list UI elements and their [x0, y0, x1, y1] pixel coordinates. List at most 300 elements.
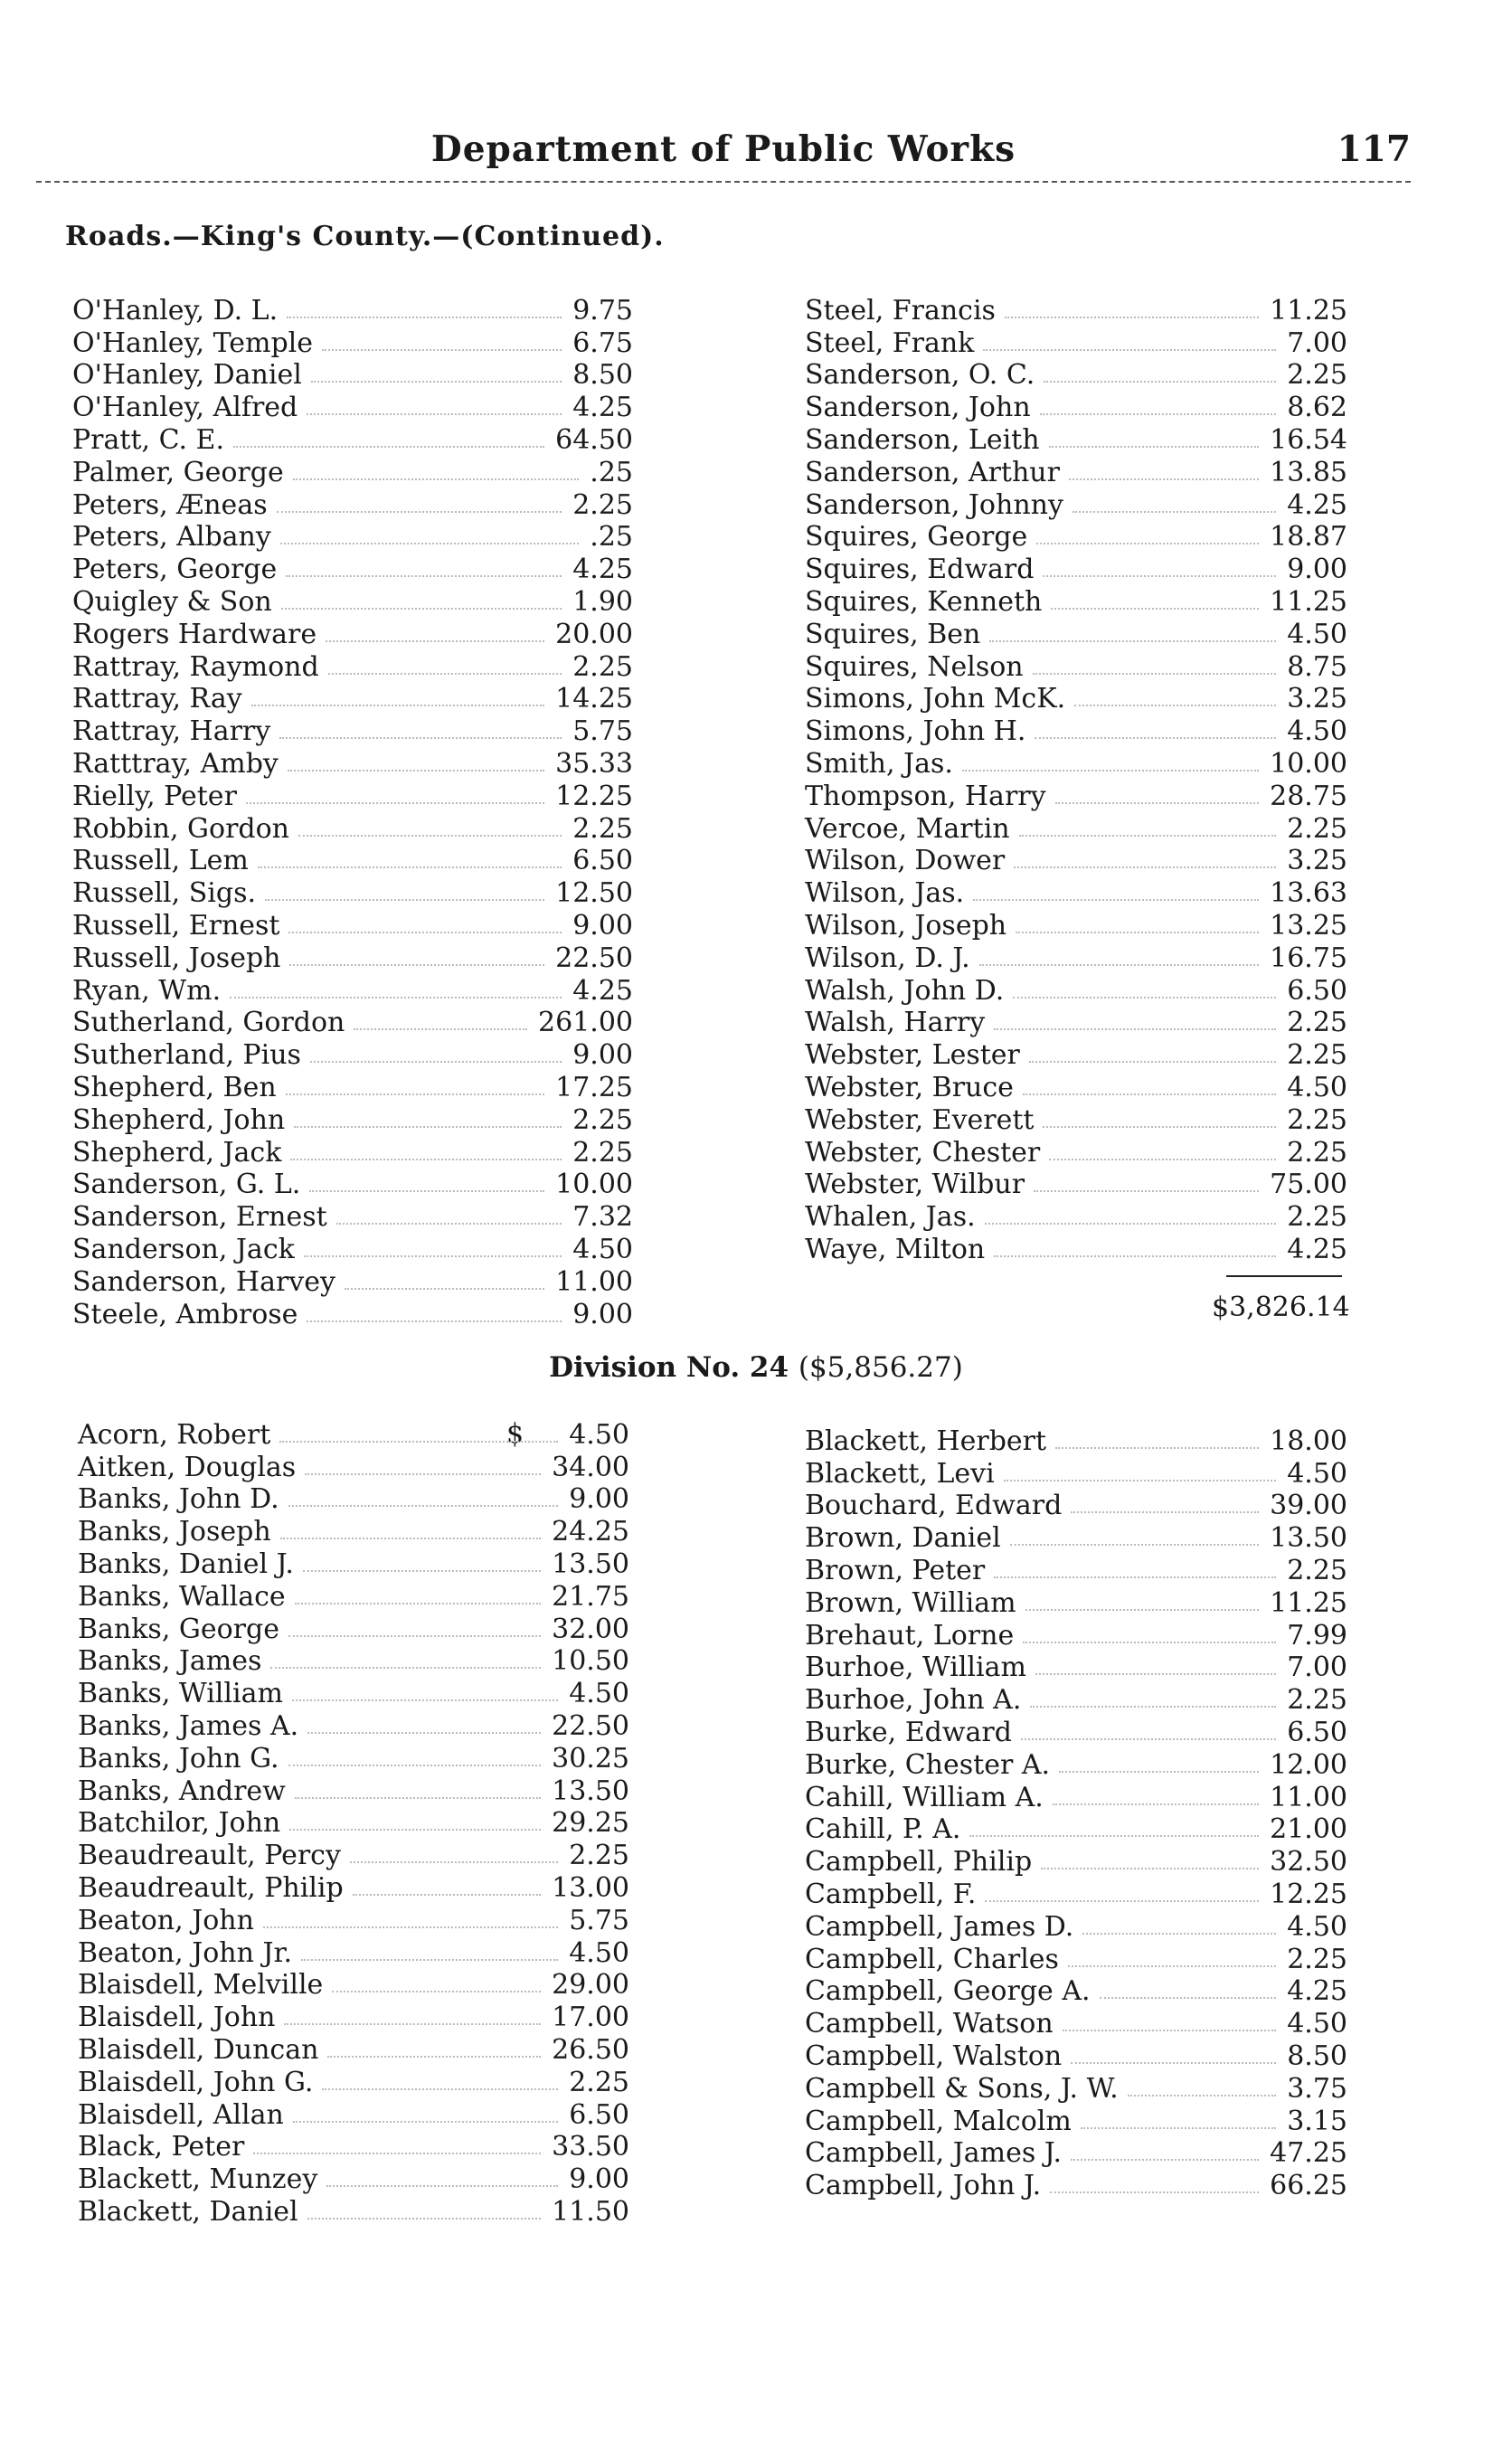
payment-amount: 4.25	[572, 974, 633, 1007]
payee-name: Blackett, Daniel	[78, 2195, 298, 2228]
dot-leader	[233, 446, 544, 448]
ledger-row	[78, 1742, 629, 1775]
payee-name: Squires, George	[805, 521, 1028, 554]
ledger-column-left-division	[78, 1418, 629, 2228]
payee-name: Beaudreault, Percy	[78, 1840, 341, 1872]
payment-amount: .25	[590, 456, 633, 488]
ledger-row	[805, 1071, 1347, 1103]
ledger-row	[78, 2066, 629, 2098]
payment-amount: 2.25	[1287, 1039, 1347, 1072]
dot-leader	[287, 317, 562, 318]
payee-name: Brown, William	[805, 1586, 1016, 1619]
dot-leader	[328, 673, 562, 675]
payment-amount: 2.25	[569, 2066, 629, 2098]
payment-amount: 2.25	[1287, 1103, 1347, 1136]
payment-amount: 3.75	[1287, 2072, 1347, 2105]
division-label: Division No. 24	[549, 1351, 789, 1384]
payee-name: Rattray, Ray	[72, 683, 242, 715]
ledger-row	[805, 327, 1347, 359]
dot-leader	[985, 1223, 1277, 1225]
dot-leader	[1036, 543, 1259, 544]
payee-name: Sanderson, Ernest	[72, 1201, 327, 1234]
ledger-row	[805, 521, 1347, 554]
payee-name: Campbell, Charles	[805, 1943, 1059, 1975]
payee-name: Russell, Ernest	[72, 909, 280, 942]
ledger-row	[78, 2098, 629, 2131]
payment-amount: 66.25	[1270, 2170, 1347, 2202]
payee-name: Rielly, Peter	[72, 780, 237, 812]
ledger-row	[805, 845, 1347, 877]
ledger-row	[805, 2040, 1347, 2072]
ledger-row	[72, 1136, 633, 1169]
payment-amount: 7.32	[572, 1201, 633, 1234]
payee-name: Banks, Andrew	[78, 1775, 286, 1807]
dot-leader	[1029, 1061, 1276, 1063]
payment-amount: 2.25	[1287, 1684, 1347, 1717]
payee-name: Burhoe, John A.	[805, 1684, 1022, 1717]
ledger-row	[78, 1548, 629, 1580]
payee-name: Campbell & Sons, J. W.	[805, 2072, 1119, 2105]
payment-amount: 261.00	[538, 1007, 633, 1039]
dot-leader	[1034, 1190, 1259, 1192]
ledger-row	[78, 1871, 629, 1904]
dot-leader	[327, 2056, 541, 2058]
payee-name: Webster, Bruce	[805, 1071, 1014, 1103]
payee-name: Sanderson, Johnny	[805, 488, 1063, 521]
ledger-row	[78, 2195, 629, 2228]
payment-amount: 4.50	[1287, 715, 1347, 748]
payee-name: Waye, Milton	[805, 1233, 986, 1265]
payment-amount: 13.63	[1270, 877, 1347, 910]
ledger-row	[78, 2001, 629, 2033]
payee-name: Ryan, Wm.	[72, 974, 222, 1007]
payee-name: Brown, Peter	[805, 1554, 986, 1586]
ledger-row	[72, 876, 633, 909]
payee-name: Sutherland, Pius	[72, 1039, 301, 1072]
payee-name: Pratt, C. E.	[72, 423, 224, 456]
dot-leader	[345, 1288, 544, 1290]
dot-leader	[969, 1835, 1259, 1837]
payment-amount: 2.25	[1287, 359, 1347, 392]
payment-amount: 13.85	[1270, 456, 1347, 488]
payee-name: Campbell, Philip	[805, 1846, 1033, 1879]
ledger-row	[72, 909, 633, 942]
payment-amount: 2.25	[572, 1103, 633, 1136]
ledger-row	[805, 683, 1347, 715]
ledger-row	[805, 876, 1347, 909]
ledger-row	[805, 1490, 1347, 1522]
payment-amount: 11.50	[552, 2195, 629, 2228]
payment-amount: 4.25	[1287, 488, 1347, 521]
payment-amount: 2.25	[1287, 1554, 1347, 1586]
dot-leader	[292, 1699, 558, 1701]
payment-amount: 2.25	[1287, 1007, 1347, 1039]
dot-leader	[1053, 1803, 1259, 1805]
payee-name: O'Hanley, Daniel	[72, 359, 302, 392]
payee-name: Campbell, F.	[805, 1878, 977, 1910]
payee-name: Aitken, Douglas	[78, 1451, 297, 1483]
payment-amount: 13.00	[552, 1871, 629, 1904]
payment-amount: 13.50	[552, 1548, 629, 1580]
dot-leader	[294, 1126, 562, 1128]
payee-name: Squires, Edward	[805, 554, 1035, 586]
ledger-row	[805, 1652, 1347, 1684]
payment-amount: 9.75	[572, 294, 633, 327]
ledger-row	[78, 1483, 629, 1516]
payment-amount: 18.00	[1270, 1424, 1347, 1457]
ledger-row	[72, 359, 633, 392]
payment-amount: 10.00	[1270, 747, 1347, 780]
payment-amount: 32.00	[552, 1613, 629, 1645]
dot-leader	[1004, 1480, 1277, 1481]
dot-leader	[1013, 997, 1276, 999]
payee-name: Wilson, Dower	[805, 845, 1006, 877]
payee-name: Steel, Frank	[805, 327, 975, 359]
ledger-row	[78, 2131, 629, 2163]
ledger-row	[805, 1200, 1347, 1233]
dot-leader	[1082, 1933, 1276, 1935]
division-amount: ($5,856.27)	[798, 1351, 963, 1384]
payment-amount: 4.50	[569, 1678, 629, 1710]
payee-name: Simons, John H.	[805, 715, 1026, 748]
ledger-row	[72, 456, 633, 488]
dot-leader	[307, 2218, 541, 2220]
dot-leader	[1025, 1609, 1260, 1611]
ledger-row	[805, 553, 1347, 585]
payment-amount: 4.50	[572, 1233, 633, 1265]
dot-leader	[295, 1603, 541, 1604]
dot-leader	[1023, 1642, 1276, 1643]
ledger-row	[72, 845, 633, 877]
ledger-row	[805, 942, 1347, 974]
payment-amount: 32.50	[1270, 1846, 1347, 1879]
dot-leader	[289, 1829, 541, 1831]
dot-leader	[1043, 1126, 1276, 1128]
payee-name: Shepherd, John	[72, 1103, 286, 1136]
dot-leader	[309, 1190, 544, 1192]
payee-name: Sanderson, John	[805, 392, 1031, 424]
payee-name: Burke, Chester A.	[805, 1748, 1051, 1781]
payee-name: Sanderson, O. C.	[805, 359, 1035, 392]
payment-amount: 4.50	[1287, 2008, 1347, 2040]
dot-leader	[353, 1894, 541, 1896]
payment-amount: 9.00	[572, 909, 633, 942]
dot-leader	[251, 705, 544, 706]
payment-amount: 20.00	[555, 618, 633, 650]
payee-name: Quigley & Son	[72, 585, 272, 618]
payment-amount: 7.99	[1287, 1619, 1347, 1652]
dot-leader	[1050, 2191, 1259, 2193]
payee-name: Batchilor, John	[78, 1807, 281, 1840]
payee-name: Campbell, George A.	[805, 1975, 1091, 2008]
payee-name: Sanderson, Leith	[805, 423, 1040, 456]
dot-leader	[354, 1028, 527, 1030]
payment-amount: 29.00	[552, 1969, 629, 2002]
ledger-row	[805, 294, 1347, 327]
ledger-column-right-division	[805, 1424, 1347, 2201]
ledger-row	[805, 1975, 1347, 2008]
payee-name: Peters, George	[72, 554, 278, 586]
payment-amount: 29.25	[552, 1807, 629, 1840]
payee-name: Blaisdell, Allan	[78, 2098, 284, 2131]
dot-leader	[265, 899, 544, 901]
ledger-row	[78, 1969, 629, 2002]
payee-name: O'Hanley, Temple	[72, 327, 314, 359]
dot-leader	[310, 1061, 562, 1063]
payment-amount: 1.90	[572, 585, 633, 618]
payee-name: Brehaut, Lorne	[805, 1619, 1015, 1652]
ledger-row	[805, 1136, 1347, 1169]
ledger-row	[805, 1169, 1347, 1201]
dot-leader	[1035, 1673, 1276, 1675]
payment-amount: 2.25	[569, 1840, 629, 1872]
ledger-row	[78, 1807, 629, 1840]
payment-amount: 11.25	[1270, 294, 1347, 327]
payee-name: O'Hanley, Alfred	[72, 392, 298, 424]
dot-leader	[985, 1900, 1259, 1902]
payment-amount: 13.25	[1270, 909, 1347, 942]
payee-name: Wilson, Jas.	[805, 877, 965, 910]
payee-name: Blaisdell, Duncan	[78, 2033, 319, 2066]
dot-leader	[1071, 2062, 1276, 2064]
ledger-row	[72, 391, 633, 423]
payment-amount: 11.00	[555, 1265, 633, 1298]
dot-leader	[1014, 866, 1276, 868]
payment-amount: 9.00	[569, 1483, 629, 1516]
ledger-row	[805, 812, 1347, 845]
dot-leader	[1063, 2030, 1277, 2031]
ledger-row	[805, 1716, 1347, 1748]
ledger-row	[805, 1038, 1347, 1071]
dot-leader	[286, 1093, 544, 1095]
ledger-row	[805, 1103, 1347, 1136]
dot-leader	[1019, 835, 1277, 837]
payee-name: Blackett, Herbert	[805, 1424, 1047, 1457]
payment-amount: 35.33	[555, 747, 633, 780]
ledger-row	[72, 1200, 633, 1233]
total-rule	[1226, 1275, 1342, 1277]
payment-amount: 22.50	[552, 1709, 629, 1742]
payment-amount: 9.00	[572, 1298, 633, 1330]
payee-name: Rattray, Harry	[72, 715, 271, 748]
dot-leader	[1128, 2095, 1276, 2097]
payee-name: Vercoe, Martin	[805, 812, 1010, 845]
dot-leader	[288, 1635, 541, 1637]
payee-name: Campbell, James J.	[805, 2137, 1062, 2170]
ledger-row	[72, 423, 633, 456]
dot-leader	[973, 899, 1259, 901]
division-heading	[0, 1351, 1512, 1384]
ledger-row	[72, 294, 633, 327]
ledger-row	[72, 488, 633, 521]
payment-amount: 7.00	[1287, 327, 1347, 359]
payment-amount: 64.50	[555, 423, 633, 456]
payment-amount: 12.00	[1270, 1748, 1347, 1781]
ledger-row	[78, 1613, 629, 1645]
dot-leader	[304, 1255, 562, 1257]
payee-name: Wilson, Joseph	[805, 909, 1007, 942]
payment-amount: 21.75	[552, 1580, 629, 1613]
ledger-row	[805, 1813, 1347, 1846]
dot-leader	[253, 2153, 541, 2154]
dot-leader	[280, 543, 579, 544]
dot-leader	[293, 478, 580, 480]
ledger-row	[805, 1233, 1347, 1265]
payee-name: Russell, Sigs.	[72, 877, 256, 910]
dot-leader	[288, 932, 562, 933]
payee-name: Shepherd, Jack	[72, 1136, 282, 1169]
payment-amount: 4.25	[1287, 1975, 1347, 2008]
ledger-row	[805, 618, 1347, 650]
payment-amount: 3.25	[1287, 683, 1347, 715]
dot-leader	[279, 1441, 558, 1443]
payment-amount: 4.50	[1287, 1071, 1347, 1103]
payment-amount: 6.50	[1287, 1716, 1347, 1748]
payee-name: Thompson, Harry	[805, 780, 1046, 812]
dot-leader	[989, 640, 1276, 642]
payee-name: Acorn, Robert	[78, 1418, 271, 1451]
payee-name: Campbell, James D.	[805, 1910, 1074, 1943]
ledger-row	[78, 1709, 629, 1742]
ledger-row	[805, 1748, 1347, 1781]
payee-name: Simons, John McK.	[805, 683, 1066, 715]
payment-amount: 2.25	[572, 488, 633, 521]
payment-amount: 21.00	[1270, 1813, 1347, 1846]
page-number: 117	[1337, 128, 1411, 170]
payee-name: Bouchard, Edward	[805, 1490, 1063, 1522]
payment-amount: 6.50	[569, 2098, 629, 2131]
ledger-row	[72, 650, 633, 683]
ledger-row	[78, 1451, 629, 1483]
dot-leader	[1081, 2127, 1276, 2129]
payee-name: Sanderson, Jack	[72, 1233, 295, 1265]
dot-leader	[289, 964, 544, 966]
payee-name: Smith, Jas.	[805, 747, 953, 780]
ledger-row	[805, 1457, 1347, 1490]
ledger-column-right-continued	[805, 294, 1347, 1265]
ledger-row	[805, 585, 1347, 618]
payee-name: Campbell, Malcolm	[805, 2105, 1072, 2137]
payee-name: Brown, Daniel	[805, 1522, 1001, 1555]
ledger-row	[72, 974, 633, 1007]
payee-name: Webster, Lester	[805, 1039, 1020, 1072]
ledger-row	[805, 1943, 1347, 1975]
payee-name: Webster, Everett	[805, 1103, 1035, 1136]
payment-amount: 5.75	[572, 715, 633, 748]
payee-name: Banks, James A.	[78, 1709, 299, 1742]
payee-name: Sutherland, Gordon	[72, 1007, 345, 1039]
payee-name: Burke, Edward	[805, 1716, 1012, 1748]
ledger-row	[78, 1645, 629, 1678]
payee-name: Squires, Kenneth	[805, 585, 1043, 618]
payment-amount: 13.50	[1270, 1522, 1347, 1555]
dot-leader	[305, 1473, 541, 1475]
dot-leader	[962, 770, 1259, 771]
dot-leader	[1016, 932, 1259, 933]
ledger-row	[72, 521, 633, 554]
payment-amount: 4.50	[1287, 1457, 1347, 1490]
dot-leader	[1010, 1544, 1259, 1546]
dot-leader	[1074, 705, 1276, 706]
payment-amount: 7.00	[1287, 1652, 1347, 1684]
payment-amount: 4.50	[1287, 618, 1347, 650]
ledger-row	[78, 1580, 629, 1613]
payee-name: Blackett, Munzey	[78, 2163, 318, 2196]
payee-name: Banks, William	[78, 1678, 283, 1710]
ledger-row	[72, 1071, 633, 1103]
payment-amount: 16.75	[1270, 942, 1347, 974]
dot-leader	[1040, 413, 1277, 415]
payee-name: Whalen, Jas.	[805, 1201, 976, 1234]
dot-leader	[1071, 2159, 1259, 2161]
payee-name: Rogers Hardware	[72, 618, 317, 650]
ledger-row	[72, 683, 633, 715]
payment-amount: 9.00	[572, 1039, 633, 1072]
payee-name: O'Hanley, D. L.	[72, 294, 279, 327]
dot-leader	[332, 1991, 541, 1992]
payee-name: Banks, John G.	[78, 1742, 279, 1775]
payment-amount: 3.25	[1287, 845, 1347, 877]
ledger-row	[805, 1910, 1347, 1943]
payment-amount: 2.25	[572, 812, 633, 845]
ledger-row	[805, 747, 1347, 780]
dot-leader	[1005, 317, 1259, 318]
payee-name: Banks, George	[78, 1613, 279, 1645]
payee-name: Campbell, Watson	[805, 2008, 1054, 2040]
ledger-row	[78, 1418, 629, 1451]
dot-leader	[303, 1570, 541, 1572]
dot-leader	[1055, 802, 1260, 804]
dot-leader	[979, 964, 1259, 966]
payment-amount: 8.62	[1287, 392, 1347, 424]
payment-amount: 34.00	[552, 1451, 629, 1483]
payment-amount: 4.50	[569, 1936, 629, 1969]
dot-leader	[994, 1576, 1276, 1578]
payee-name: Russell, Joseph	[72, 942, 281, 974]
dollar-sign: $	[506, 1418, 524, 1450]
payment-amount: 10.00	[555, 1169, 633, 1201]
payment-amount: 16.54	[1270, 423, 1347, 456]
ledger-row	[805, 909, 1347, 942]
dot-leader	[301, 1959, 558, 1961]
dot-leader	[298, 835, 562, 837]
payee-name: Steele, Ambrose	[72, 1298, 298, 1330]
payee-name: Black, Peter	[78, 2131, 245, 2163]
payee-name: Banks, Wallace	[78, 1580, 286, 1613]
dot-leader	[288, 1505, 559, 1507]
dot-leader	[1033, 673, 1277, 675]
payee-name: Banks, Daniel J.	[78, 1548, 294, 1580]
payee-name: Webster, Chester	[805, 1136, 1041, 1169]
payment-amount: 4.50	[569, 1418, 629, 1451]
dot-leader	[1068, 1965, 1276, 1967]
payment-amount: 4.25	[572, 554, 633, 586]
dot-leader	[994, 1255, 1276, 1257]
payee-name: Campbell, John J.	[805, 2170, 1042, 2202]
ledger-row	[72, 1169, 633, 1201]
payment-amount: 24.25	[552, 1516, 629, 1548]
payment-amount: 8.50	[572, 359, 633, 392]
ledger-row	[72, 553, 633, 585]
payee-name: Sanderson, Arthur	[805, 456, 1060, 488]
payment-amount: 26.50	[552, 2033, 629, 2066]
payee-name: Walsh, Harry	[805, 1007, 986, 1039]
dot-leader	[1021, 1738, 1276, 1740]
dot-leader	[1100, 1997, 1277, 1999]
payment-amount: 17.00	[552, 2002, 629, 2034]
payment-amount: 11.25	[1270, 585, 1347, 618]
dot-leader	[1030, 1706, 1276, 1708]
